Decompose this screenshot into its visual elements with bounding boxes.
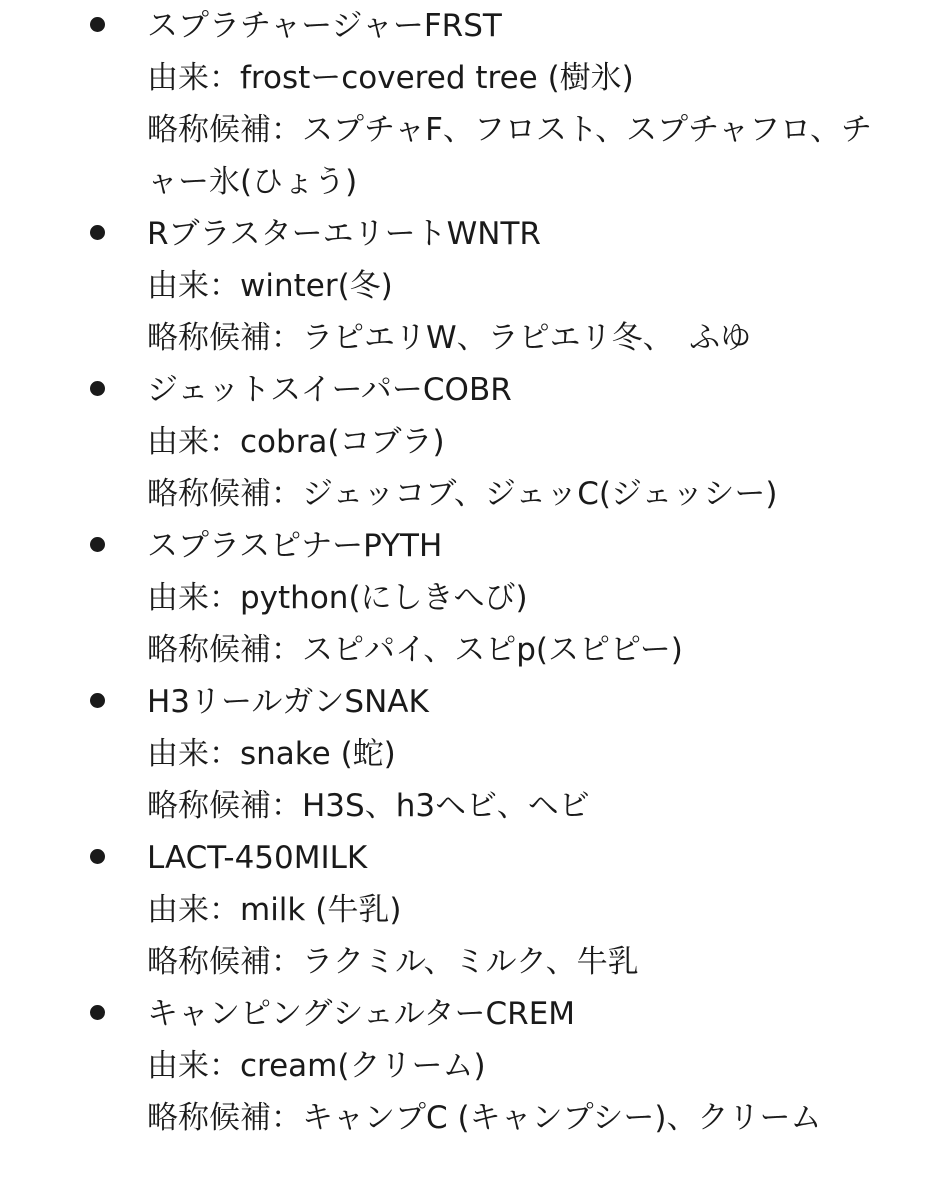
bullet-icon (90, 1005, 105, 1020)
bullet-icon (90, 17, 105, 32)
abbreviation-text: 略称候補：ラピエリW、ラピエリ冬、 ふゆ (147, 320, 752, 356)
origin-text: 由来：snake (蛇) (147, 736, 396, 772)
abbreviation-text: 略称候補：キャンプC (キャンプシー)、クリーム (147, 1100, 822, 1136)
weapon-name: ジェットスイーパーCOBR (147, 372, 512, 408)
weapon-name: RブラスターエリートWNTR (147, 216, 541, 252)
abbreviation-text: 略称候補：H3S、h3ヘビ、ヘビ (147, 788, 590, 824)
list-item (0, 832, 940, 988)
weapon-name: スプラスピナーPYTH (147, 528, 443, 564)
list-item (0, 988, 940, 1144)
weapon-name: スプラチャージャーFRST (147, 8, 502, 44)
origin-text: 由来：cobra(コブラ) (147, 424, 445, 460)
weapon-name: H3リールガンSNAK (147, 684, 429, 720)
list-item (0, 208, 940, 364)
list-item (0, 0, 940, 208)
list-item (0, 676, 940, 832)
abbreviation-text: 略称候補：ラクミル、ミルク、牛乳 (147, 944, 639, 980)
bullet-icon (90, 849, 105, 864)
bullet-icon (90, 381, 105, 396)
weapon-name: キャンピングシェルターCREM (147, 996, 576, 1032)
bullet-icon (90, 537, 105, 552)
abbreviation-text: 略称候補：スピパイ、スピp(スピピー) (147, 632, 683, 668)
weapon-name: LACT-450MILK (147, 840, 368, 876)
origin-text: 由来：frostーcovered tree (樹氷) (147, 60, 634, 96)
bullet-icon (90, 693, 105, 708)
origin-text: 由来：python(にしきへび) (147, 580, 528, 616)
origin-text: 由来：cream(クリーム) (147, 1048, 486, 1084)
origin-text: 由来：winter(冬) (147, 268, 393, 304)
bullet-icon (90, 225, 105, 240)
origin-text: 由来：milk (牛乳) (147, 892, 402, 928)
list-item (0, 520, 940, 676)
abbreviation-text: 略称候補：スプチャF、フロスト、スプチャフロ、チャー氷(ひょう) (147, 112, 872, 200)
abbreviation-text: 略称候補：ジェッコブ、ジェッC(ジェッシー) (147, 476, 778, 512)
list-item (0, 364, 940, 520)
